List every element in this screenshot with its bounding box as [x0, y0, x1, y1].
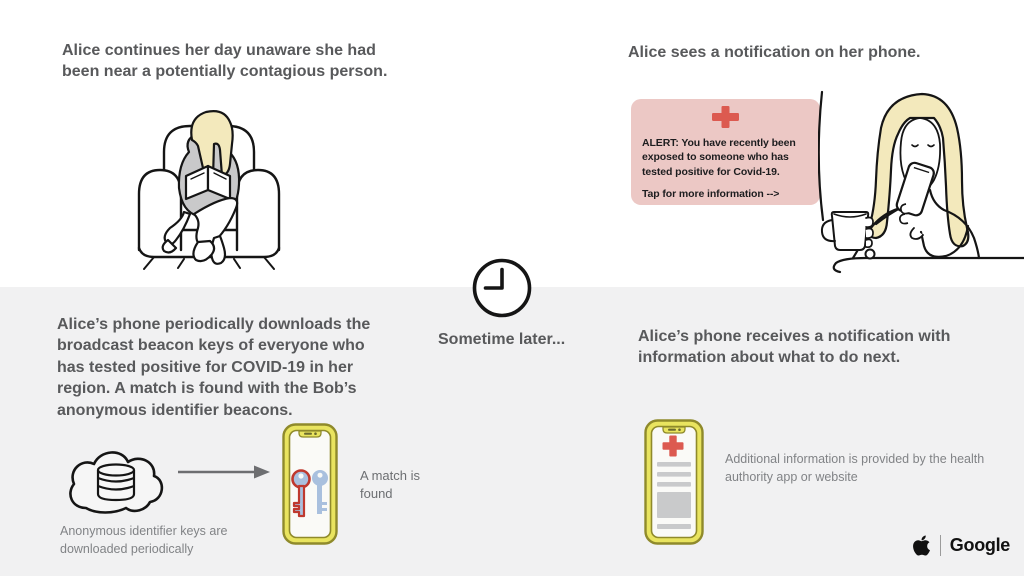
- top-right-heading: Alice sees a notification on her phone.: [628, 44, 921, 61]
- alice-phone-mug-illustration: [818, 88, 1024, 278]
- database-icon: [98, 465, 134, 501]
- sometime-later-label: Sometime later...: [438, 331, 566, 348]
- clock-icon: [470, 256, 534, 320]
- armchair-legs: [144, 257, 274, 269]
- additional-info-caption: Additional information is provided by the health authority app or website: [725, 452, 985, 484]
- background-line: [819, 92, 823, 220]
- alice-reading-armchair-illustration: [134, 100, 284, 270]
- alert-tap-text: Tap for more information -->: [642, 188, 780, 201]
- medical-cross-icon: [712, 106, 739, 128]
- footer-divider: [940, 535, 941, 556]
- brand-footer: [912, 534, 1010, 557]
- table-line: [834, 258, 1024, 272]
- cloud-icon: [58, 434, 174, 516]
- fingers-on-mug: [866, 218, 873, 248]
- arrow-right-icon: [178, 462, 270, 482]
- armchair-right-armrest: [237, 170, 279, 250]
- thumb: [866, 250, 875, 259]
- match-found-caption: A match is found: [360, 468, 420, 502]
- bottom-left-heading: Alice’s phone periodically downloads the broadcast beacon keys of everyone who has tested positive for COVID-19 in her region. A match is found with the Bob’s anonymous identifier beacons.: [57, 316, 371, 419]
- phone-speaker: [304, 433, 312, 435]
- alert-message-text: ALERT: You have recently been exposed to someone who has tested positive for Covid-19.: [642, 137, 796, 178]
- phone-camera: [314, 432, 317, 435]
- anonymous-keys-caption: Anonymous identifier keys are downloaded periodically: [60, 524, 228, 556]
- phone-alert-notification-card: [631, 99, 820, 205]
- phone-speaker: [668, 429, 676, 431]
- bottom-right-heading: Alice’s phone receives a notification with information about what to do next.: [638, 328, 951, 367]
- top-left-heading: Alice continues her day unaware she had been near a potentially contagious person.: [62, 42, 388, 81]
- phone-health-notification-illustration: [644, 419, 704, 545]
- apple-logo-icon: [912, 534, 931, 557]
- phone-camera: [678, 428, 681, 431]
- google-logo: Google: [949, 535, 1010, 555]
